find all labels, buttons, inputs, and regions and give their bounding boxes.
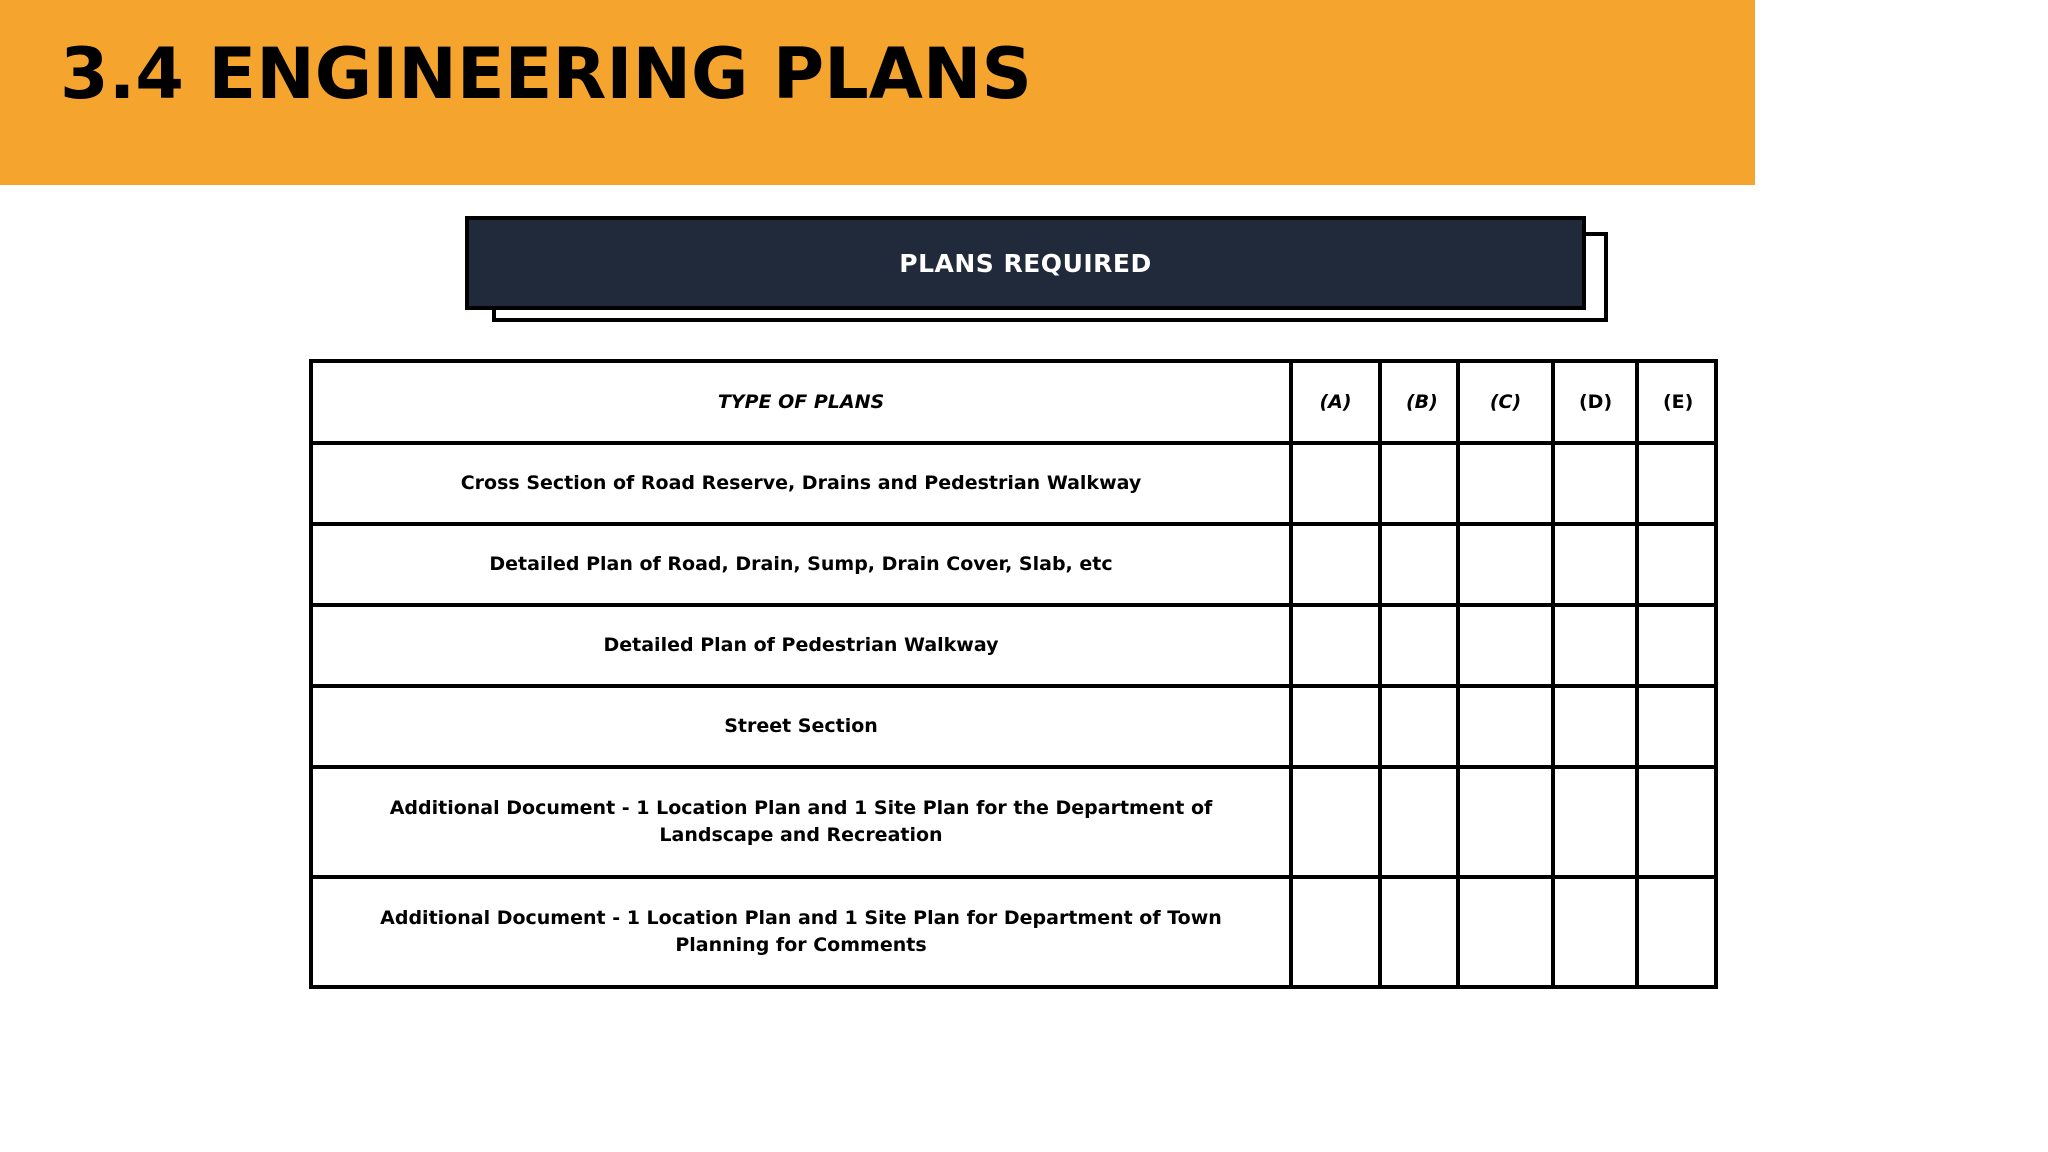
check-cell-a[interactable]	[1291, 767, 1380, 877]
header-col-e: (E)	[1637, 361, 1716, 443]
plan-type-cell: Street Section	[311, 686, 1291, 767]
check-cell-b[interactable]	[1380, 443, 1458, 524]
check-cell-d[interactable]	[1553, 524, 1637, 605]
check-cell-b[interactable]	[1380, 605, 1458, 686]
plans-table	[309, 359, 1718, 989]
page-title: 3.4 ENGINEERING PLANS	[60, 33, 1032, 115]
header-col-d: (D)	[1553, 361, 1637, 443]
section-header	[465, 216, 1586, 310]
check-cell-c[interactable]	[1458, 443, 1553, 524]
section-header-label: PLANS REQUIRED	[899, 248, 1152, 278]
check-cell-a[interactable]	[1291, 443, 1380, 524]
header-col-b: (B)	[1380, 361, 1458, 443]
header-type-of-plans: TYPE OF PLANS	[311, 361, 1291, 443]
header-col-a: (A)	[1291, 361, 1380, 443]
check-cell-c[interactable]	[1458, 686, 1553, 767]
plan-type-cell: Detailed Plan of Pedestrian Walkway	[311, 605, 1291, 686]
table-row	[311, 605, 1716, 686]
plan-type-cell: Detailed Plan of Road, Drain, Sump, Drain Cover, Slab, etc	[311, 524, 1291, 605]
check-cell-d[interactable]	[1553, 767, 1637, 877]
check-cell-b[interactable]	[1380, 767, 1458, 877]
title-banner	[0, 0, 1755, 185]
check-cell-d[interactable]	[1553, 877, 1637, 987]
check-cell-c[interactable]	[1458, 524, 1553, 605]
table-row	[311, 877, 1716, 987]
check-cell-c[interactable]	[1458, 605, 1553, 686]
check-cell-c[interactable]	[1458, 877, 1553, 987]
check-cell-d[interactable]	[1553, 443, 1637, 524]
check-cell-d[interactable]	[1553, 686, 1637, 767]
check-cell-e[interactable]	[1637, 443, 1716, 524]
check-cell-b[interactable]	[1380, 686, 1458, 767]
check-cell-b[interactable]	[1380, 877, 1458, 987]
check-cell-e[interactable]	[1637, 877, 1716, 987]
check-cell-a[interactable]	[1291, 686, 1380, 767]
check-cell-c[interactable]	[1458, 767, 1553, 877]
table-header-row	[311, 361, 1716, 443]
plan-type-cell: Additional Document - 1 Location Plan and 1 Site Plan for the Department of Landscape and Recreation	[311, 767, 1291, 877]
check-cell-a[interactable]	[1291, 877, 1380, 987]
check-cell-e[interactable]	[1637, 767, 1716, 877]
plan-type-cell: Additional Document - 1 Location Plan and 1 Site Plan for Department of Town Planning for Comments	[311, 877, 1291, 987]
check-cell-e[interactable]	[1637, 686, 1716, 767]
table-row	[311, 686, 1716, 767]
table-row	[311, 767, 1716, 877]
check-cell-d[interactable]	[1553, 605, 1637, 686]
plan-type-cell: Cross Section of Road Reserve, Drains and Pedestrian Walkway	[311, 443, 1291, 524]
check-cell-a[interactable]	[1291, 605, 1380, 686]
check-cell-a[interactable]	[1291, 524, 1380, 605]
table-row	[311, 524, 1716, 605]
check-cell-b[interactable]	[1380, 524, 1458, 605]
header-col-c: (C)	[1458, 361, 1553, 443]
check-cell-e[interactable]	[1637, 524, 1716, 605]
table-row	[311, 443, 1716, 524]
check-cell-e[interactable]	[1637, 605, 1716, 686]
